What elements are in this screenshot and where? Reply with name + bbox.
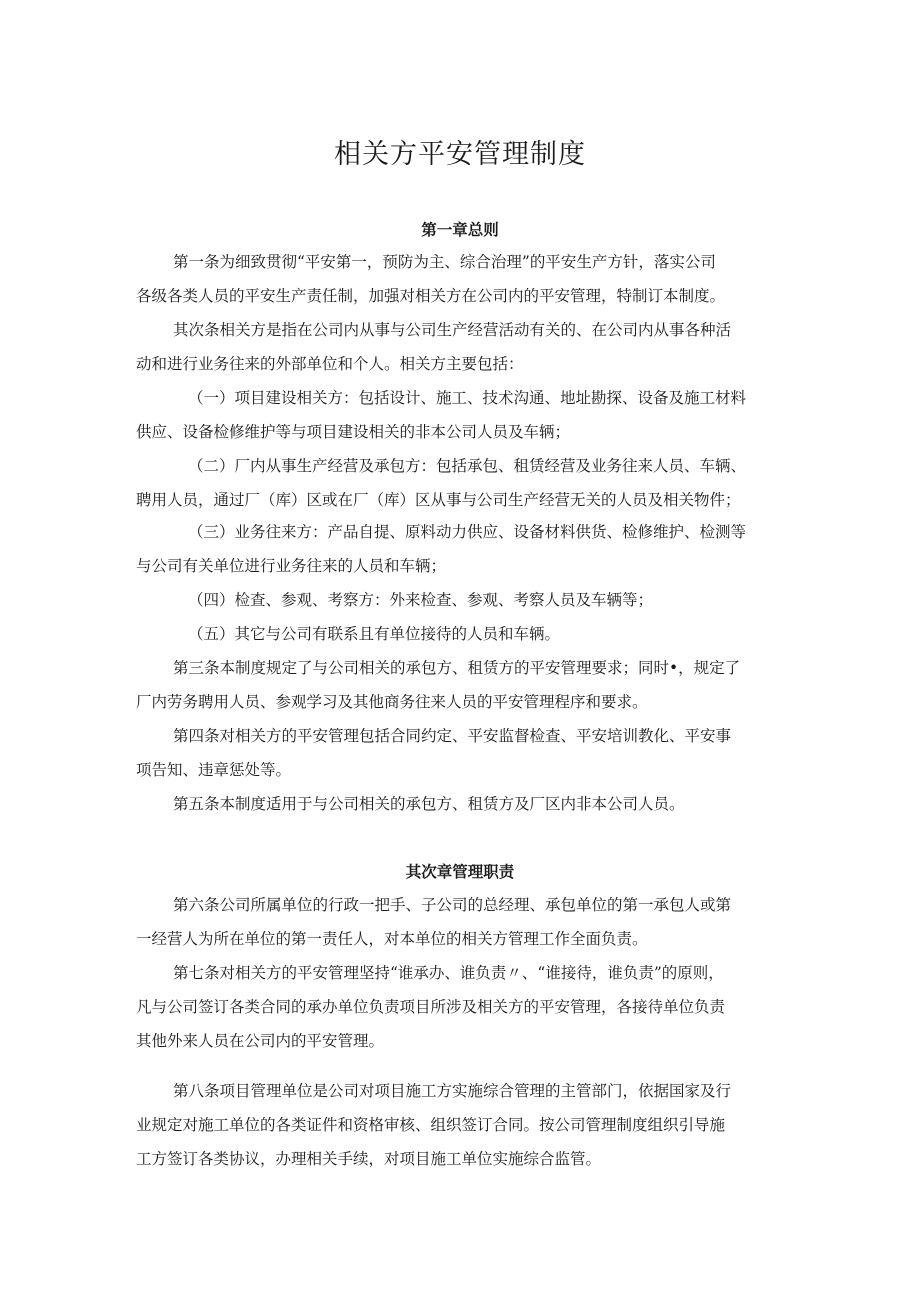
article-7-line-1: 第七条对相关方的平安管理坚持“谁承办、谁负责〃、“谁接待，谁负责”的原则， [173,964,724,982]
article-3-line-2: 厂内劳务聘用人员、参观学习及其他商务往来人员的平安管理程序和要求。 [136,693,648,711]
article-8-line-3: 工方签订各类协议，办理相关手续，对项目施工单位实施综合监管。 [136,1150,602,1168]
item-2-line-2: 聘用人员，通过厂（库）区或在厂（库）区从事与公司生产经营无关的人员及相关物件； [136,491,741,509]
item-2-line-1: （二）厂内从事生产经营及承包方：包括承包、租赁经营及业务往来人员、车辆、 [188,457,747,475]
document-title: 相关方平安管理制度 [334,139,586,170]
article-7-line-3: 其他外来人员在公司内的平安管理。 [136,1032,385,1050]
article-7-line-2: 凡与公司签订各类合同的承办单位负责项目所涉及相关方的平安管理，各接待单位负责 [136,998,726,1016]
item-4-line: （四）检查、参观、考察方：外来检查、参观、考察人员及车辆等； [188,591,654,609]
item-3-line-1: （三）业务往来方：产品自提、原料动力供应、设备材料供货、检修维护、检测等 [188,523,747,541]
article-6-line-1: 第六条公司所属单位的行政一把手、子公司的总经理、承包单位的第一承包人或第 [173,896,732,914]
item-1-line-2: 供应、设备检修维护等与项目建设相关的非本公司人员及车辆； [136,423,571,441]
article-8-line-2: 业规定对施工单位的各类证件和资格审核、组织签订合同。按公司管理制度组织引导施 [136,1116,726,1134]
chapter-1-heading: 第一章总则 [421,220,499,239]
article-1-line-2: 各级各类人员的平安生产责任制，加强对相关方在公司内的平安管理，特制订本制度。 [136,287,726,305]
article-4-line-1: 第四条对相关方的平安管理包括合同约定、平安监督检查、平安培训教化、平安事 [173,727,732,745]
item-1-line-1: （一）项目建设相关方：包括设计、施工、技术沟通、地址勘探、设备及施工材料 [188,389,747,407]
item-5-line: （五）其它与公司有联系且有单位接待的人员和车辆。 [188,625,561,643]
article-6-line-2: 一经营人为所在单位的第一责任人，对本单位的相关方管理工作全面负责。 [136,930,648,948]
article-2-line-2: 动和进行业务往来的外部单位和个人。相关方主要包括： [136,355,524,373]
article-1-line-1: 第一条为细致贯彻“平安第一，预防为主、综合治理”的平安生产方针，落实公司 [173,253,716,271]
chapter-2-heading: 其次章管理职责 [405,862,515,881]
article-3-line-1: 第三条本制度规定了与公司相关的承包方、租赁方的平安管理要求；同时•，规定了 [173,659,741,677]
article-5-line: 第五条本制度适用于与公司相关的承包方、租赁方及厂区内非本公司人员。 [173,795,685,813]
item-3-line-2: 与公司有关单位进行业务往来的人员和车辆； [136,557,447,575]
article-2-line-1: 其次条相关方是指在公司内从事与公司生产经营活动有关的、在公司内从事各种活 [173,321,732,339]
article-4-line-2: 项告知、违章惩处等。 [136,761,292,779]
article-8-line-1: 第八条项目管理单位是公司对项目施工方实施综合管理的主管部门，依据国家及行 [173,1082,732,1100]
